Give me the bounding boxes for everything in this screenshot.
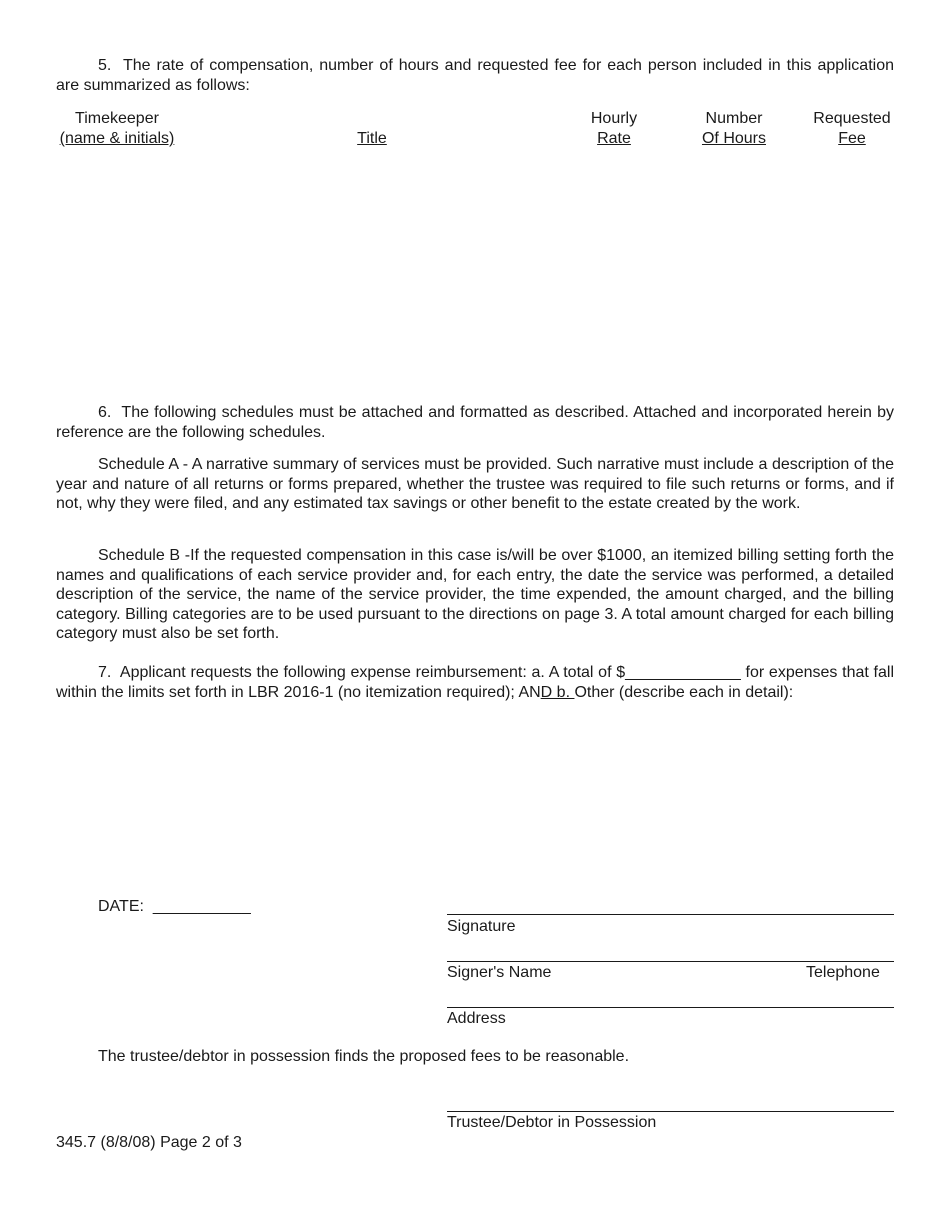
address-line[interactable] [447, 1007, 894, 1008]
header-timekeeper-line1: Timekeeper [75, 110, 159, 127]
schedule-a-paragraph: Schedule A - A narrative summary of services must be provided. Such narrative must include a description of the year and nature of all returns or forms prepared, whether the trustee was required to file such returns or forms, and if not, why they were filed, and any estimated tax savings or other benefit to the estate created by the work. [56, 456, 894, 512]
header-hours-line1: Number [705, 110, 763, 127]
signature-line[interactable] [447, 914, 894, 915]
section-5-paragraph [56, 56, 894, 95]
header-fee-line2: Fee [838, 130, 866, 147]
header-rate-line1: Hourly [590, 110, 638, 127]
address-label: Address [447, 1010, 506, 1027]
header-requested-fee [806, 109, 898, 149]
date-label: DATE: [98, 898, 144, 915]
date-field[interactable]: ___________ [152, 898, 251, 915]
date-row [98, 898, 251, 916]
expense-total-blank[interactable]: _____________ [625, 664, 741, 681]
page-footer: 345.7 (8/8/08) Page 2 of 3 [56, 1134, 242, 1151]
section-7-intro: Applicant requests the following expense reimbursement: a. A total of $ [119, 664, 626, 681]
header-rate-line2: Rate [597, 130, 631, 147]
header-timekeeper [56, 109, 178, 149]
section-6-paragraph [56, 403, 894, 442]
section-7-underlined: D b. [540, 683, 575, 701]
header-fee-line1: Requested [813, 110, 891, 127]
header-number-of-hours [690, 109, 778, 149]
header-title-line2: Title [357, 130, 387, 147]
header-title-line1 [336, 109, 408, 129]
section-7-middle: for expenses that fall within the limits set forth in LBR 2016-1 (no itemization required); AN [56, 664, 894, 701]
signature-label: Signature [447, 918, 516, 935]
header-title [336, 109, 408, 149]
signer-name-line[interactable] [447, 961, 894, 962]
section-7-number: 7. [98, 664, 112, 681]
header-timekeeper-line2: (name & initials) [59, 130, 175, 147]
section-5-text: The rate of compensation, number of hours and requested fee for each person included in this application are summarized as follows: [56, 57, 894, 94]
reasonable-statement: The trustee/debtor in possession finds the proposed fees to be reasonable. [98, 1048, 630, 1065]
trustee-label: Trustee/Debtor in Possession [447, 1114, 657, 1131]
section-5-number: 5. [98, 57, 112, 74]
header-hours-line2: Of Hours [701, 130, 766, 147]
section-6-number: 6. [98, 404, 112, 421]
trustee-signature-line[interactable] [447, 1111, 894, 1112]
section-6-text: The following schedules must be attached and formatted as described. Attached and incorporated herein by reference are the following schedules. [56, 404, 894, 441]
signer-name-label: Signer's Name [447, 964, 552, 981]
telephone-label: Telephone [806, 964, 880, 981]
header-hourly-rate [574, 109, 654, 149]
section-7-end: Other (describe each in detail): [574, 683, 794, 701]
section-7-paragraph [56, 663, 894, 702]
schedule-b-paragraph: Schedule B -If the requested compensation in this case is/will be over $1000, an itemized billing setting forth the names and qualifications of each service provider and, for each entry, the date the service was performed, a detailed description of the service, the name of the service provider, the time expended, the amount charged, and the billing category. Billing categories are to be used pursuant to the directions on page 3. A total amount charged for each billing category must also be set forth. [56, 547, 894, 642]
